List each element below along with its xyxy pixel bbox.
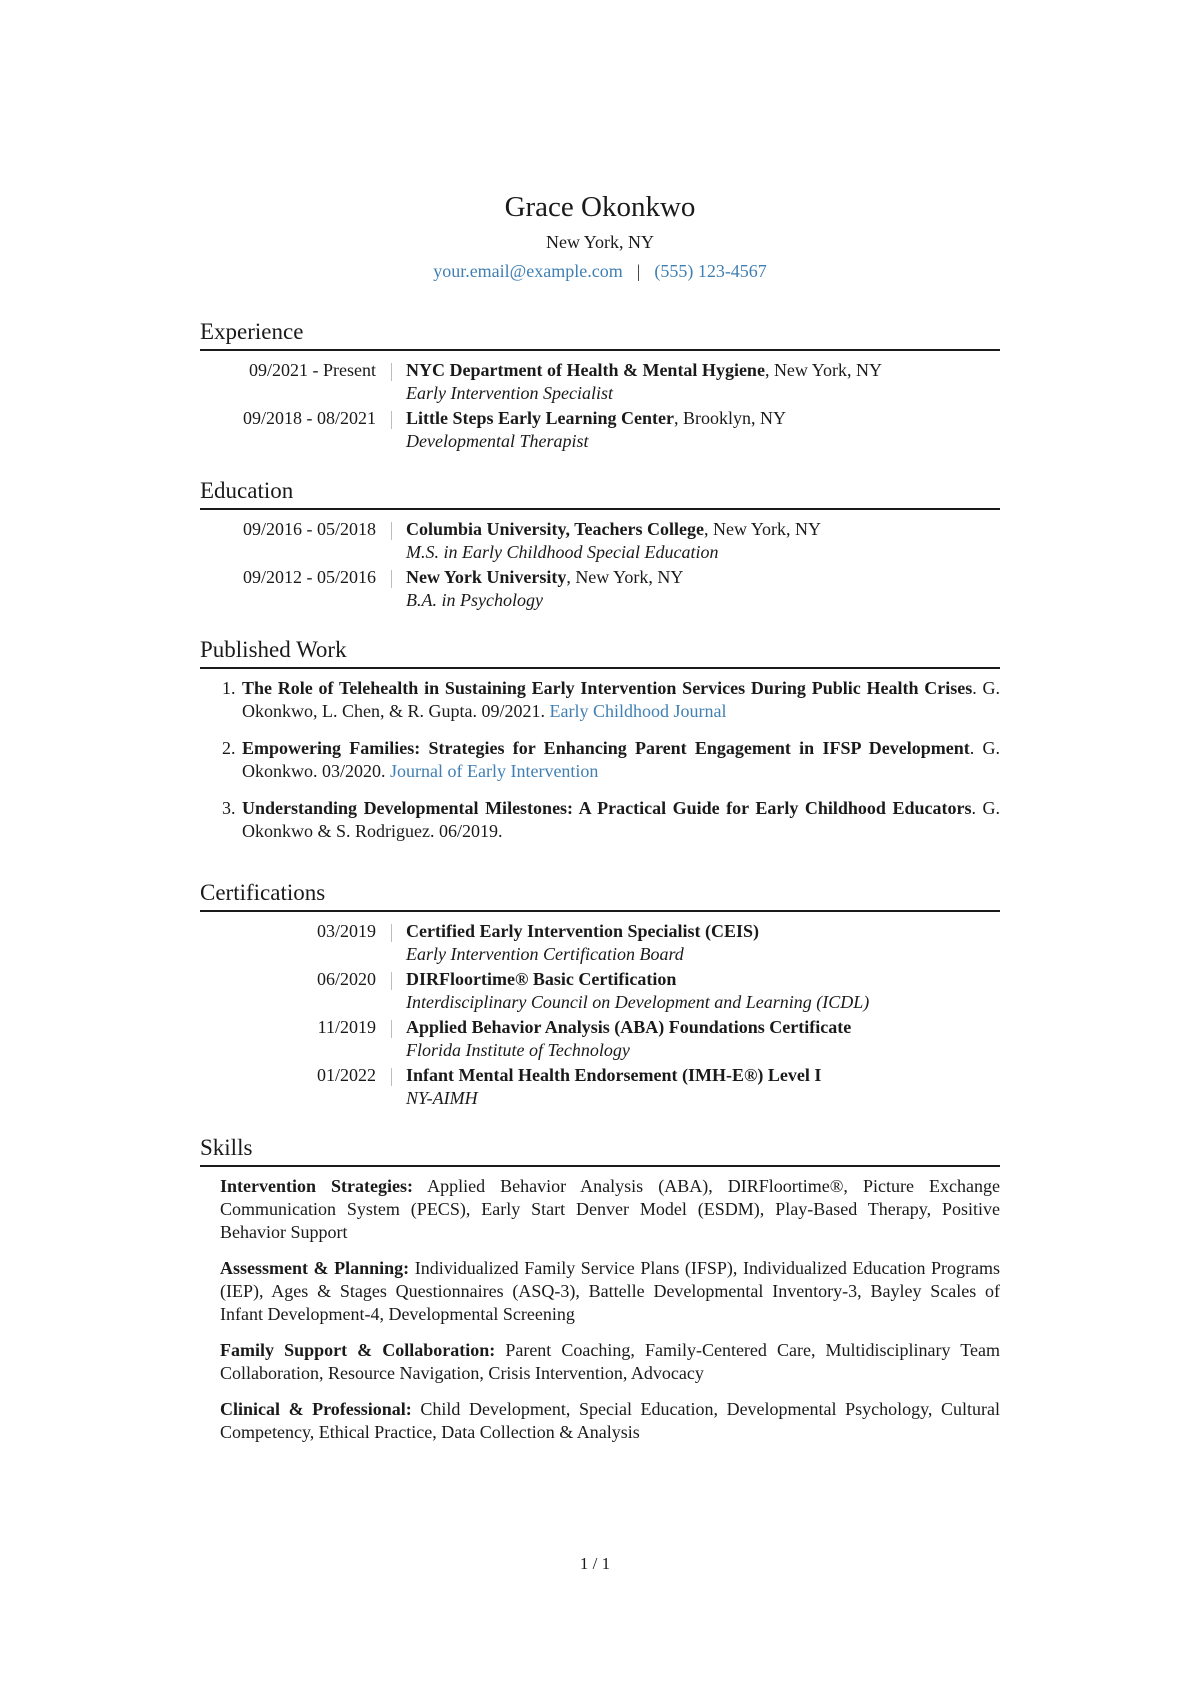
skill-category: Assessment & Planning:: [220, 1258, 410, 1278]
skill-values: Applied Behavior Analysis (ABA), DIRFloortime®, Picture Exchange Communication System (PECS), Early Start Denver Model (ESDM), Play-Based Therapy, Positive Behavior Support: [220, 1176, 1000, 1242]
skill-group: [220, 1175, 1000, 1244]
skill-category: Clinical & Professional:: [220, 1399, 412, 1419]
publications-section: [200, 636, 1000, 843]
publication-title: Understanding Developmental Milestones: A Practical Guide for Early Childhood Educators: [242, 798, 972, 818]
entry-divider: [376, 968, 406, 1014]
certification-entry: [200, 1064, 1000, 1110]
entry-divider: [376, 407, 406, 453]
certification-name: DIRFloortime® Basic Certification: [406, 969, 677, 989]
entry-institution: New York University: [406, 567, 567, 587]
skill-group: [220, 1339, 1000, 1385]
certification-entry: [200, 968, 1000, 1014]
entry-divider: [376, 359, 406, 405]
entry-body: [406, 968, 1000, 1014]
skill-category: Family Support & Collaboration:: [220, 1340, 496, 1360]
entry-body: [406, 1016, 1000, 1062]
entry-date: 01/2022: [316, 1065, 376, 1085]
publication-item: [240, 737, 1000, 783]
resume-page: [200, 190, 1000, 1444]
certification-issuer: NY-AIMH: [406, 1088, 478, 1108]
section-title-education: Education: [200, 477, 1000, 510]
entry-divider: [376, 518, 406, 564]
entry-date: 09/2018 - 08/2021: [243, 408, 376, 428]
certification-issuer: Interdisciplinary Council on Development and Learning (ICDL): [406, 992, 870, 1012]
entry-role: Early Intervention Specialist: [406, 383, 613, 403]
publication-title: The Role of Telehealth in Sustaining Early Intervention Services During Public Health Crises: [242, 678, 973, 698]
skills-list: [200, 1175, 1000, 1444]
education-entry: [200, 566, 1000, 612]
entry-date: 09/2016 - 05/2018: [243, 519, 376, 539]
skill-group: [220, 1257, 1000, 1326]
publication-venue-link[interactable]: Journal of Early Intervention: [390, 761, 599, 781]
publication-details: . G. Okonkwo, L. Chen, & R. Gupta. 09/2021.: [242, 678, 1001, 721]
skills-section: [200, 1134, 1000, 1444]
entry-degree: M.S. in Early Childhood Special Education: [406, 542, 719, 562]
entry-location: , New York, NY: [764, 360, 882, 380]
certification-name: Applied Behavior Analysis (ABA) Foundations Certificate: [406, 1017, 852, 1037]
skill-values: Individualized Family Service Plans (IFSP), Individualized Education Programs (IEP), Ages & Stages Questionnaires (ASQ-3), Battelle Developmental Inventory-3, Bayley Scales of Infant Development-4, Developmental Screening: [220, 1258, 1001, 1324]
section-title-publications: Published Work: [200, 636, 1000, 669]
skill-category: Intervention Strategies:: [220, 1176, 414, 1196]
section-title-experience: Experience: [200, 318, 1000, 351]
entry-divider: [376, 1064, 406, 1110]
entry-body: [406, 407, 1000, 453]
email-link[interactable]: your.email@example.com: [433, 261, 623, 281]
entry-degree: B.A. in Psychology: [406, 590, 543, 610]
entry-role: Developmental Therapist: [406, 431, 589, 451]
entry-date: 09/2021 - Present: [249, 360, 376, 380]
certifications-section: [200, 879, 1000, 1110]
publication-item: [240, 677, 1000, 723]
certification-entry: [200, 920, 1000, 966]
certification-name: Infant Mental Health Endorsement (IMH-E®) Level I: [406, 1065, 822, 1085]
skill-values: Child Development, Special Education, Developmental Psychology, Cultural Competency, Ethical Practice, Data Collection & Analysis: [220, 1399, 1000, 1442]
publication-list: [200, 677, 1000, 843]
entry-date: 09/2012 - 05/2016: [243, 567, 376, 587]
entry-body: [406, 920, 1000, 966]
phone-link[interactable]: (555) 123-4567: [654, 261, 767, 281]
entry-body: [406, 566, 1000, 612]
section-title-skills: Skills: [200, 1134, 1000, 1167]
section-title-certifications: Certifications: [200, 879, 1000, 912]
certification-issuer: Early Intervention Certification Board: [406, 944, 684, 964]
page-number: 1 / 1: [579, 1554, 611, 1573]
skill-values: Parent Coaching, Family-Centered Care, Multidisciplinary Team Collaboration, Resource Navigation, Crisis Intervention, Advocacy: [220, 1340, 1001, 1383]
entry-divider: [376, 1016, 406, 1062]
publication-details: . G. Okonkwo & S. Rodriguez. 06/2019.: [242, 798, 1000, 841]
entry-location: , New York, NY: [566, 567, 684, 587]
experience-section: [200, 318, 1000, 453]
certification-name: Certified Early Intervention Specialist (CEIS): [406, 921, 759, 941]
candidate-location: New York, NY: [545, 232, 654, 252]
candidate-name: Grace Okonkwo: [504, 191, 696, 223]
entry-divider: [376, 566, 406, 612]
certification-issuer: Florida Institute of Technology: [406, 1040, 630, 1060]
publication-item: [240, 797, 1000, 843]
entry-date: 03/2019: [316, 921, 376, 941]
entry-date: 06/2020: [316, 969, 376, 989]
publication-title: Empowering Families: Strategies for Enhancing Parent Engagement in IFSP Development: [242, 738, 970, 758]
experience-entry: [200, 359, 1000, 405]
entry-body: [406, 1064, 1000, 1110]
contact-line: [200, 260, 1000, 282]
entry-location: , New York, NY: [704, 519, 822, 539]
publication-venue-link[interactable]: Early Childhood Journal: [549, 701, 727, 721]
education-section: [200, 477, 1000, 612]
publication-details: . G. Okonkwo. 03/2020.: [242, 738, 1000, 781]
entry-institution: Columbia University, Teachers College: [406, 519, 704, 539]
entry-organization: Little Steps Early Learning Center: [406, 408, 674, 428]
entry-divider: [376, 920, 406, 966]
education-entry: [200, 518, 1000, 564]
entry-date: 11/2019: [317, 1017, 376, 1037]
entry-body: [406, 359, 1000, 405]
skill-group: [220, 1398, 1000, 1444]
certification-entry: [200, 1016, 1000, 1062]
entry-organization: NYC Department of Health & Mental Hygiene: [406, 360, 765, 380]
contact-separator: |: [636, 261, 641, 281]
experience-entry: [200, 407, 1000, 453]
entry-body: [406, 518, 1000, 564]
resume-header: [200, 190, 1000, 282]
entry-location: , Brooklyn, NY: [673, 408, 786, 428]
